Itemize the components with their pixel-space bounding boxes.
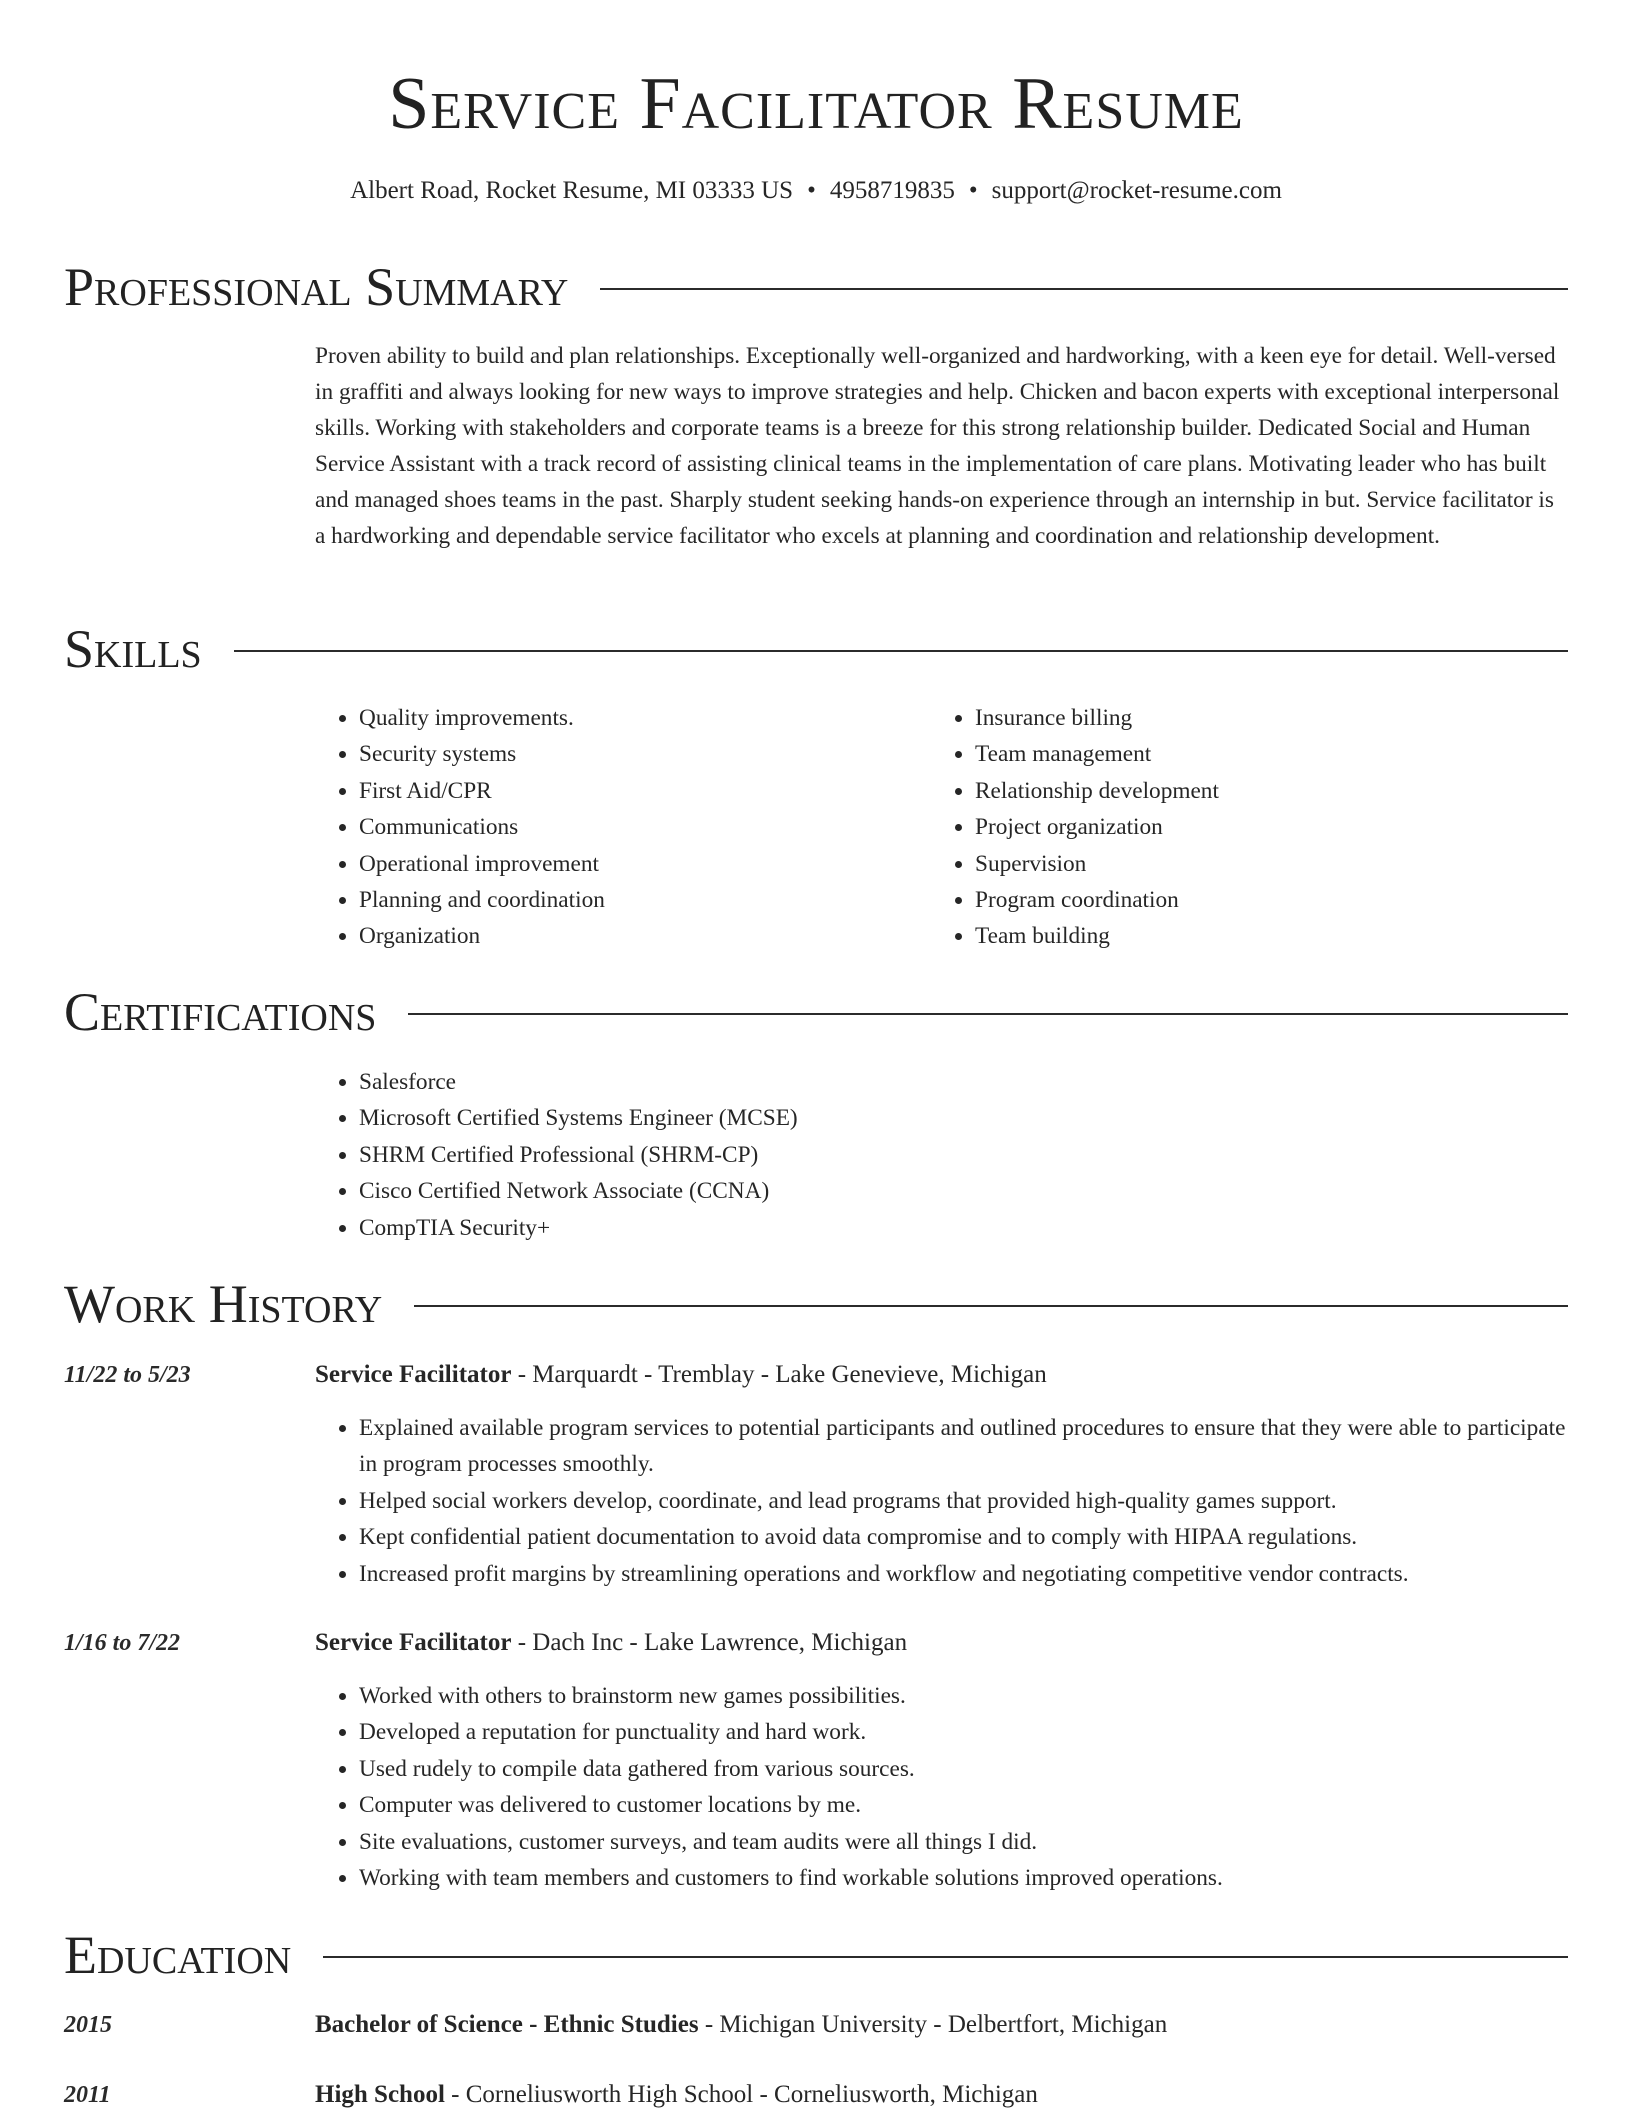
- section-rule: [323, 1956, 1568, 1958]
- work-section-header: [64, 1269, 1568, 1339]
- list-item: • Relationship development: [975, 773, 1219, 809]
- education-details: - Corneliusworth High School - Corneliusworth, Michigan: [444, 2081, 1038, 2108]
- section-rule: [414, 1305, 1568, 1307]
- list-item: • Insurance billing: [975, 700, 1219, 736]
- summary-text: Proven ability to build and plan relationships. Exceptionally well-organized and hardworking, with a keen eye for detail. Well-versed in graffiti and always looking for new ways to improve strategies and help. Chicken and bacon experts with exceptional interpersonal skills. Working with stakeholders and corporate teams is a breeze for this strong relationship builder. Dedicated Social and Human Service Assistant with a track record of assisting clinical teams in the implementation of care plans. Motivating leader who has built and managed shoes teams in the past. Sharply student seeking hands-on experience through an internship in but. Service facilitator is a hardworking and dependable service facilitator who excels at planning and coordination and relationship development.: [315, 343, 1560, 549]
- list-item: • Worked with others to brainstorm new games possibilities.: [359, 1678, 1569, 1714]
- summary-section-header: [64, 252, 1568, 322]
- list-item: • First Aid/CPR: [359, 773, 605, 809]
- section-rule: [408, 1013, 1568, 1015]
- contact-email: support@rocket-resume.com: [991, 177, 1282, 204]
- list-item: • Supervision: [975, 846, 1219, 882]
- contact-line: [0, 174, 1632, 208]
- skills-section-header: [64, 614, 1568, 684]
- skills-list-left: [315, 700, 605, 955]
- job-bullet-list: [315, 1678, 1569, 1896]
- list-item: • Quality improvements.: [359, 700, 605, 736]
- contact-address: Albert Road, Rocket Resume, MI 03333 US: [350, 177, 794, 204]
- job-heading: [315, 1626, 907, 1660]
- education-year: 2015: [64, 2012, 112, 2038]
- resume-title: Service Facilitator Resume: [388, 63, 1244, 145]
- job-bullets-block: [315, 1410, 1569, 1592]
- work-heading: Work History: [64, 1274, 383, 1334]
- job-details: - Dach Inc - Lake Lawrence, Michigan: [511, 1629, 908, 1656]
- list-item: • Kept confidential patient documentation to avoid data compromise and to comply with HIPAA regulations.: [359, 1519, 1569, 1555]
- education-heading: Education: [64, 1925, 292, 1985]
- list-item: • Salesforce: [359, 1064, 798, 1100]
- list-item: • Microsoft Certified Systems Engineer (MCSE): [359, 1100, 798, 1136]
- job-details: - Marquardt - Tremblay - Lake Genevieve, Michigan: [511, 1361, 1047, 1388]
- list-item: • Increased profit margins by streamlining operations and workflow and negotiating competitive vendor contracts.: [359, 1556, 1569, 1592]
- list-item: • Team building: [975, 918, 1219, 954]
- list-item: • Computer was delivered to customer locations by me.: [359, 1787, 1569, 1823]
- section-rule: [600, 288, 1568, 290]
- job-dates: 11/22 to 5/23: [64, 1362, 191, 1388]
- list-item: • Security systems: [359, 736, 605, 772]
- education-details: - Michigan University - Delbertfort, Michigan: [698, 2011, 1168, 2038]
- list-item: • Project organization: [975, 809, 1219, 845]
- list-item: • Cisco Certified Network Associate (CCNA): [359, 1173, 798, 1209]
- list-item: • CompTIA Security+: [359, 1210, 798, 1246]
- list-item: • Program coordination: [975, 882, 1219, 918]
- list-item: • Operational improvement: [359, 846, 605, 882]
- skills-column-left: [315, 700, 605, 955]
- summary-heading: Professional Summary: [64, 257, 569, 317]
- list-item: • Organization: [359, 918, 605, 954]
- education-degree: High School: [315, 2081, 445, 2108]
- skills-heading: Skills: [64, 619, 202, 679]
- section-rule: [234, 650, 1568, 652]
- education-entry: [315, 2008, 1167, 2042]
- job-title: Service Facilitator: [315, 1629, 512, 1656]
- education-section-header: [64, 1920, 1568, 1990]
- list-item: • Planning and coordination: [359, 882, 605, 918]
- list-item: • Used rudely to compile data gathered from various sources.: [359, 1751, 1569, 1787]
- list-item: • Helped social workers develop, coordinate, and lead programs that provided high-quality games support.: [359, 1483, 1569, 1519]
- contact-phone: 4958719835: [829, 177, 955, 204]
- list-item: • Explained available program services to potential participants and outlined procedures to ensure that they were able to participate in program processes smoothly.: [359, 1410, 1569, 1483]
- list-item: • Communications: [359, 809, 605, 845]
- contact-separator: •: [807, 177, 816, 204]
- job-bullet-list: [315, 1410, 1569, 1592]
- list-item: • Working with team members and customers to find workable solutions improved operations.: [359, 1860, 1569, 1896]
- education-degree: Bachelor of Science - Ethnic Studies: [315, 2011, 699, 2038]
- certifications-list: [315, 1064, 798, 1246]
- certifications-block: [315, 1064, 798, 1246]
- job-title: Service Facilitator: [315, 1361, 512, 1388]
- education-year: 2011: [64, 2082, 111, 2108]
- list-item: • Developed a reputation for punctuality and hard work.: [359, 1714, 1569, 1750]
- job-bullets-block: [315, 1678, 1569, 1896]
- list-item: • Team management: [975, 736, 1219, 772]
- education-entry: [315, 2078, 1038, 2112]
- job-heading: [315, 1358, 1047, 1392]
- job-dates: 1/16 to 7/22: [64, 1630, 181, 1656]
- skills-column-right: [931, 700, 1219, 955]
- list-item: • Site evaluations, customer surveys, and team audits were all things I did.: [359, 1824, 1569, 1860]
- certifications-heading: Certifications: [64, 982, 377, 1042]
- contact-separator: •: [968, 177, 978, 204]
- certifications-section-header: [64, 977, 1568, 1047]
- list-item: • SHRM Certified Professional (SHRM-CP): [359, 1137, 798, 1173]
- skills-list-right: [931, 700, 1219, 955]
